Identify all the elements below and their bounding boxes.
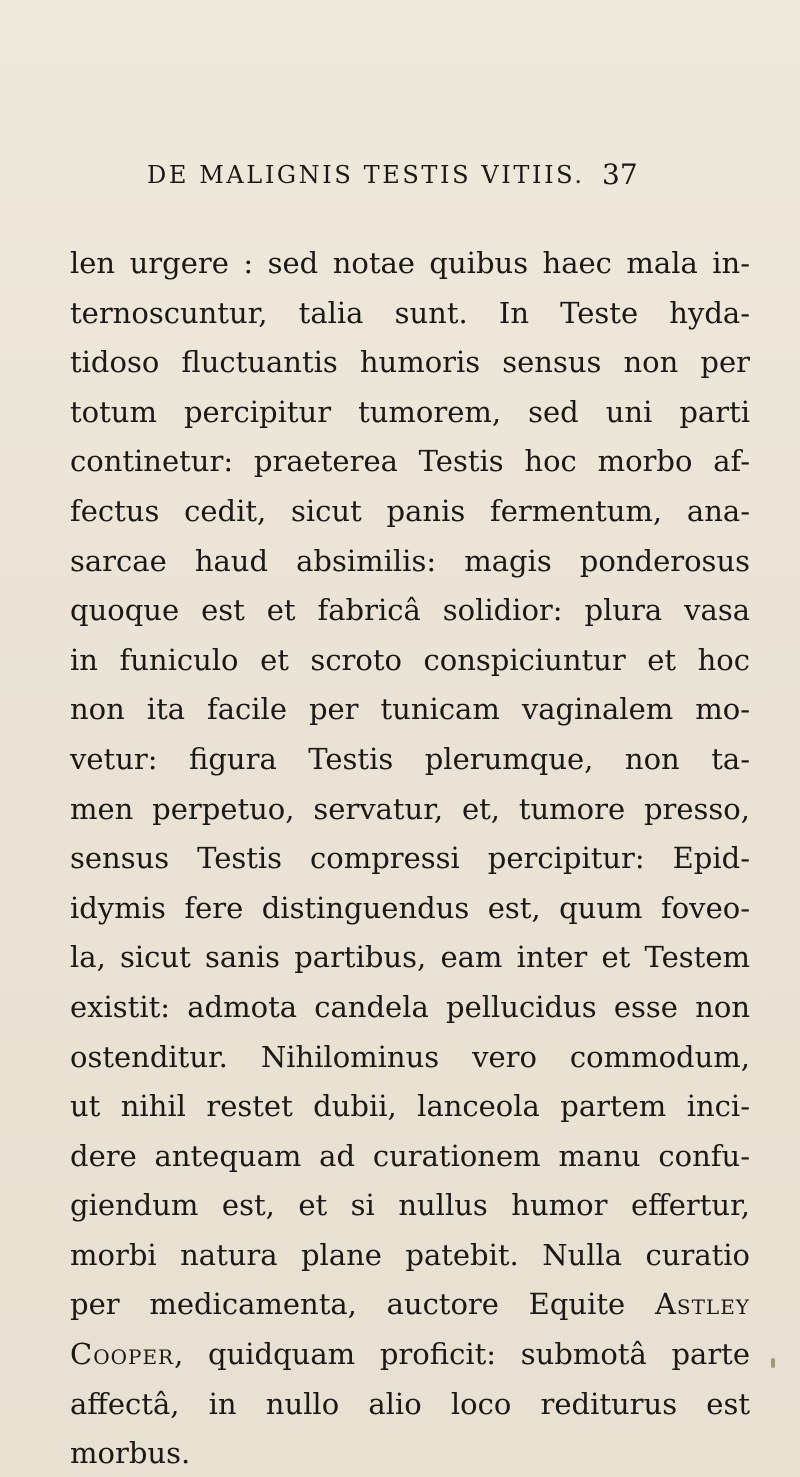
- text-line: morbus.: [70, 1436, 191, 1471]
- text-line: ternoscuntur, talia sunt. In Teste hyda-: [70, 295, 750, 330]
- text-line: quoque est et fabricâ solidior: plura vasa: [70, 593, 750, 628]
- text-line: totum percipitur tumorem, sed uni parti: [70, 394, 750, 429]
- text-line: sensus Testis compressi percipitur: Epid-: [70, 841, 750, 876]
- text-line: la, sicut sanis partibus, eam inter et Testem: [70, 940, 750, 975]
- author-name-smallcaps: Astley: [654, 1287, 751, 1322]
- text-segment: , quidquam proficit: submotâ parte: [174, 1337, 750, 1372]
- text-line: sarcae haud absimilis: magis ponderosus: [70, 543, 750, 578]
- text-line: in funiculo et scroto conspiciuntur et hoc: [70, 642, 750, 677]
- text-line: giendum est, et si nullus humor effertur,: [70, 1188, 750, 1223]
- author-name-smallcaps: Cooper: [70, 1337, 175, 1372]
- page-number: 37: [602, 158, 638, 191]
- text-line: ut nihil restet dubii, lanceola partem inci-: [70, 1089, 750, 1124]
- text-line: non ita facile per tunicam vaginalem mo-: [70, 692, 750, 727]
- text-line: continetur: praeterea Testis hoc morbo af-: [70, 444, 750, 479]
- text-line: tidoso fluctuantis humoris sensus non per: [70, 345, 750, 380]
- text-line: morbi natura plane patebit. Nulla curatio: [70, 1237, 750, 1272]
- text-line: existit: admota candela pellucidus esse non: [70, 989, 750, 1024]
- text-line: [70, 1330, 750, 1380]
- text-segment: per medicamenta, auctore Equite: [70, 1287, 626, 1322]
- text-line: vetur: figura Testis plerumque, non ta-: [70, 741, 750, 776]
- text-line: dere antequam ad curationem manu confu-: [70, 1138, 750, 1173]
- running-head: [0, 155, 800, 195]
- text-line: ostenditur. Nihilominus vero commodum,: [70, 1039, 750, 1074]
- text-line: idymis fere distinguendus est, quum foveo-: [70, 890, 750, 925]
- text-line: affectâ, in nullo alio loco rediturus est: [70, 1386, 750, 1421]
- text-line: men perpetuo, servatur, et, tumore presso,: [70, 791, 750, 826]
- running-title: DE MALIGNIS TESTIS VITIIS.: [147, 161, 585, 189]
- text-line: len urgere : sed notae quibus haec mala in-: [70, 246, 750, 280]
- text-line: fectus cedit, sicut panis fermentum, ana-: [70, 493, 750, 528]
- text-line: [70, 1280, 750, 1330]
- paper-speck: [771, 1358, 775, 1368]
- body-text: [70, 239, 750, 1477]
